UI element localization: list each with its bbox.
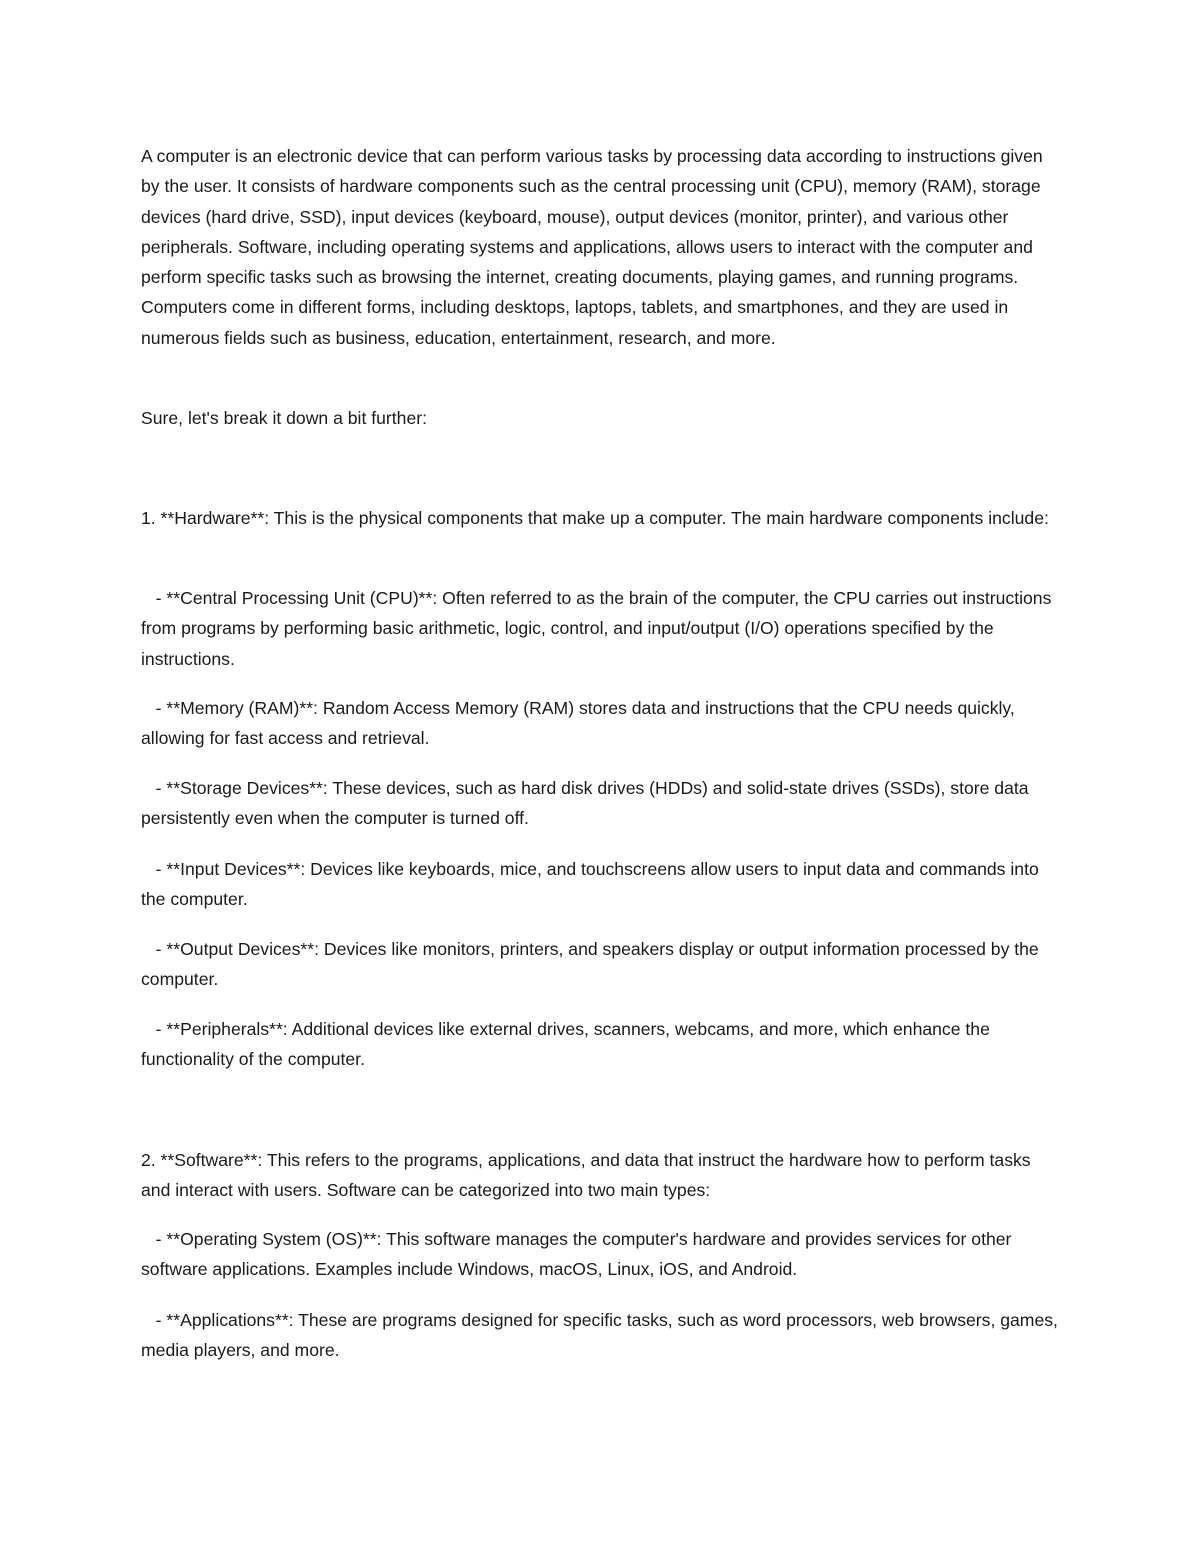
intro-paragraph: A computer is an electronic device that can perform various tasks by processing data according to instructions given by the user. It consists of hardware components such as the central processing unit (CPU), memory (RAM), storage devices (hard drive, SSD), input devices (keyboard, mouse), output devices (monitor, printer), and various other peripherals. Software, including operating systems and applications, allows users to interact with the computer and perform specific tasks such as browsing the internet, creating documents, playing games, and running programs. Computers come in different forms, including desktops, laptops, tablets, and smartphones, and they are used in numerous fields such as business, education, entertainment, research, and more. <box>141 146 1043 348</box>
software-item-applications: - **Applications**: These are programs designed for specific tasks, such as word processors, web browsers, games, media players, and more. <box>141 1310 1063 1361</box>
hardware-item-cpu: - **Central Processing Unit (CPU)**: Often referred to as the brain of the computer, the CPU carries out instructions from programs by performing basic arithmetic, logic, control, and input/output (I/O) operations specified by the instructions. <box>141 588 1057 669</box>
lead-paragraph: Sure, let's break it down a bit further: <box>141 408 427 428</box>
software-heading: 2. **Software**: This refers to the programs, applications, and data that instruct the hardware how to perform tasks and interact with users. Software can be categorized into two main types: <box>141 1150 1031 1201</box>
hardware-heading: 1. **Hardware**: This is the physical components that make up a computer. The main hardware components include: <box>141 508 1049 528</box>
hardware-item-input: - **Input Devices**: Devices like keyboards, mice, and touchscreens allow users to input data and commands into the computer. <box>141 859 1044 910</box>
hardware-item-output: - **Output Devices**: Devices like monitors, printers, and speakers display or output information processed by the computer. <box>141 939 1044 990</box>
software-item-os: - **Operating System (OS)**: This software manages the computer's hardware and provides services for other software applications. Examples include Windows, macOS, Linux, iOS, and Android. <box>141 1229 1017 1280</box>
hardware-item-storage: - **Storage Devices**: These devices, such as hard disk drives (HDDs) and solid-state drives (SSDs), store data persistently even when the computer is turned off. <box>141 778 1034 829</box>
hardware-item-peripherals: - **Peripherals**: Additional devices like external drives, scanners, webcams, and more, which enhance the functionality of the computer. <box>141 1019 995 1070</box>
hardware-item-memory: - **Memory (RAM)**: Random Access Memory (RAM) stores data and instructions that the CPU needs quickly, allowing for fast access and retrieval. <box>141 698 1020 749</box>
